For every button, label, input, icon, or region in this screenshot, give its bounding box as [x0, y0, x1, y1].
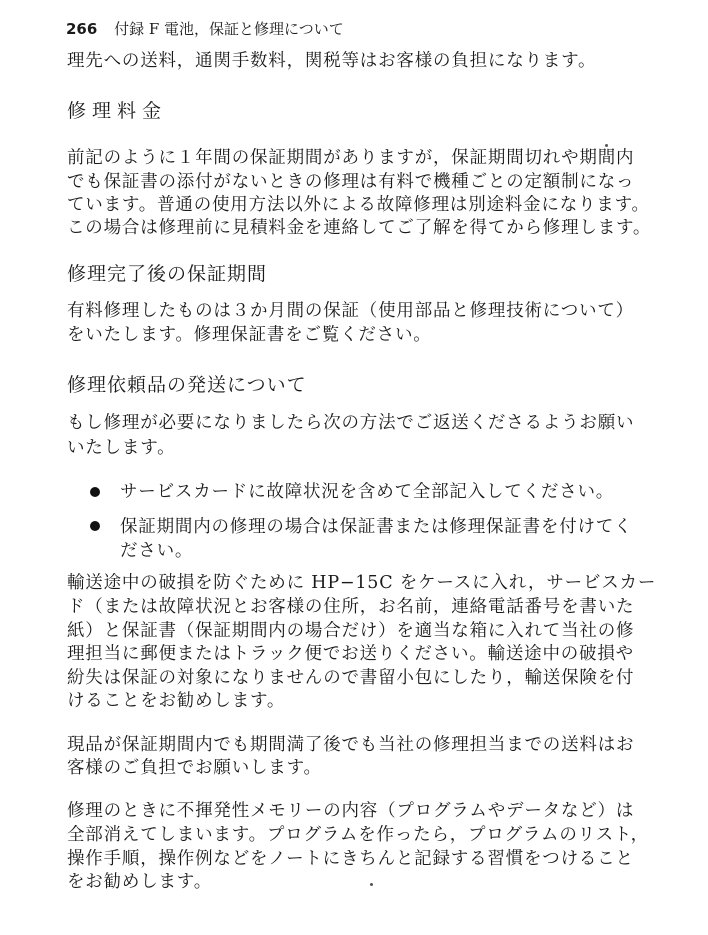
body-line: 紙）と保証書（保証期間内の場合だけ）を適当な箱に入れて当社の修 [67, 621, 635, 641]
scan-speck [370, 883, 373, 886]
body-line: をお勧めします。 [67, 872, 212, 892]
running-header [66, 18, 344, 39]
scan-speck [605, 144, 608, 147]
bullet-line: サービスカードに故障状況を含めて全部記入してください。 [120, 482, 615, 502]
body-line: 操作手順，操作例などをノートにきちんと記録する習慣をつけること [67, 849, 634, 869]
body-line: でも保証書の添付がないときの修理は有料で機種ごとの定額制になっ [67, 172, 635, 192]
body-line: 修理のときに不揮発性メモリーの内容（プログラムやデータなど）は [67, 801, 635, 821]
body-line: 理担当に郵便またはトラック便でお送りください。輸送途中の破損や [67, 644, 634, 664]
bullet-marker [90, 487, 100, 497]
body-line: 紛失は保証の対象になりませんので書留小包にしたり，輸送保険を付 [67, 668, 635, 688]
body-line: この場合は修理前に見積料金を連絡してご了解を得てから修理します。 [67, 218, 652, 238]
body-line: 現品が保証期間内でも期間満了後でも当社の修理担当までの送料はお [67, 735, 635, 755]
body-line: もし修理が必要になりましたら次の方法でご返送くださるようお願い [67, 413, 635, 433]
body-line: 前記のように１年間の保証期間がありますが，保証期間切れや期間内 [67, 148, 635, 168]
body-line: ています。普通の使用方法以外による故障修理は別途料金になります。 [67, 195, 650, 215]
bullet-marker [90, 521, 100, 531]
body-line: 輸送途中の破損を防ぐために HP−15C をケースに入れ，サービスカー [67, 573, 657, 593]
page-number: 266 [66, 20, 98, 38]
running-title: 付録 F 電池，保証と修理について [114, 20, 344, 38]
body-line: をいたします。修理保証書をご覧ください。 [67, 325, 432, 345]
body-line: 理先への送料，通関手数料，関税等はお客様の負担になります。 [67, 51, 597, 71]
body-line: いたします。 [67, 438, 176, 458]
section-heading-warranty-after-repair: 修理完了後の保証期間 [67, 263, 268, 285]
bullet-line: 保証期間内の修理の場合は保証書または修理保証書を付けてく [120, 517, 633, 537]
body-line: 有料修理したものは３か月間の保証（使用部品と修理技術について） [67, 301, 634, 321]
body-line: けることをお勧めします。 [67, 691, 286, 711]
section-heading-shipping: 修理依頼品の発送について [67, 374, 307, 396]
body-line: 客様のご負担でお願いします。 [67, 758, 322, 778]
body-line: 全部消えてしまいます。プログラムを作ったら，プログラムのリスト， [67, 825, 649, 845]
bullet-line: ださい。 [120, 541, 194, 561]
body-line: ド（または故障状況とお客様の住所，お名前，連絡電話番号を書いた [67, 597, 635, 617]
section-heading-repair-fee: 修理料金 [67, 100, 168, 122]
